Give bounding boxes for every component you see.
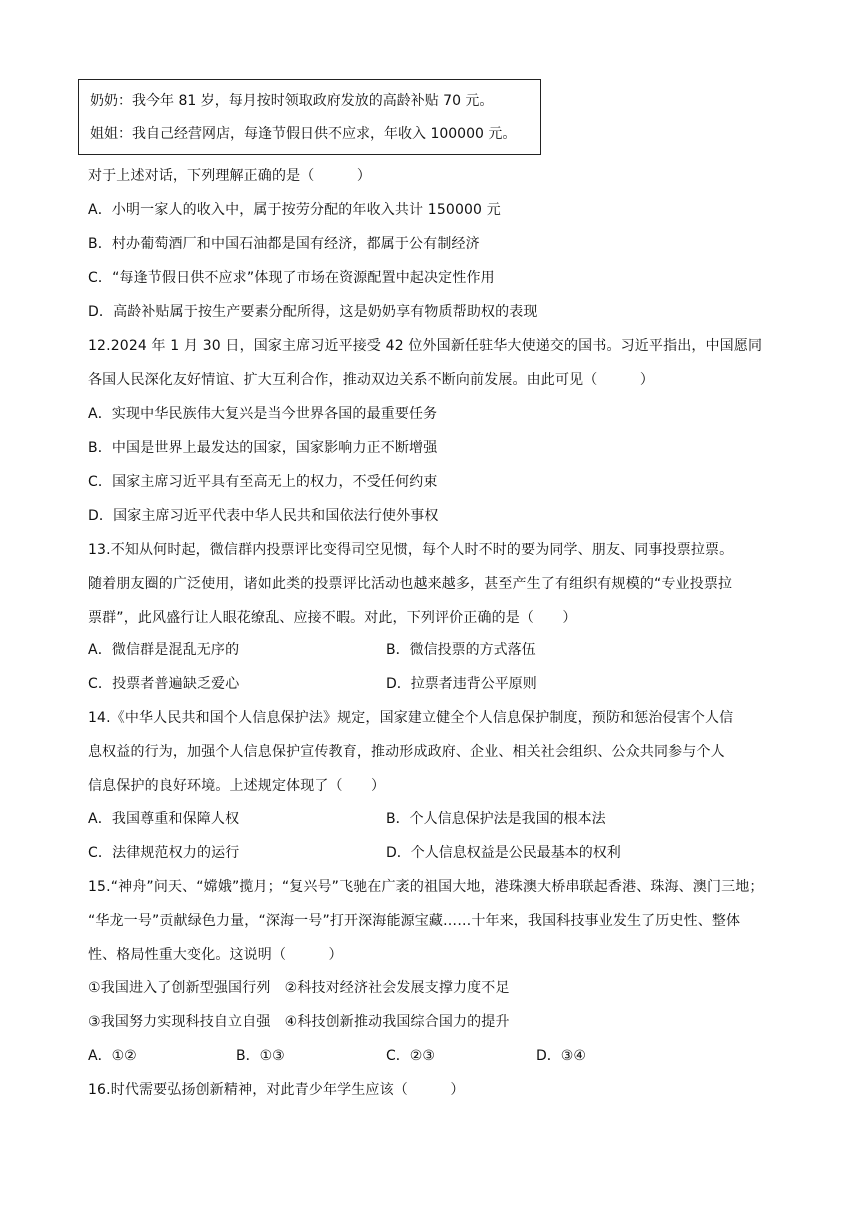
q15-statements-line: ③我国努力实现科技自立自强 ④科技创新推动我国综合国力的提升 xyxy=(88,1014,510,1030)
q13-option-a: A．微信群是混乱无序的 xyxy=(88,642,240,658)
q13-stem-line: 票群”，此风盛行让人眼花缭乱、应接不暇。对此，下列评价正确的是（ ） xyxy=(88,610,577,626)
q13-stem-line: 随着朋友圈的广泛使用，诸如此类的投票评比活动也越来越多，甚至产生了有组织有规模的“专业投票拉 xyxy=(88,576,733,592)
q12-option-d: D．国家主席习近平代表中华人民共和国依法行使外事权 xyxy=(88,508,439,524)
q11-option-b: B．村办葡萄酒厂和中国石油都是国有经济，都属于公有制经济 xyxy=(88,236,480,252)
q13-option-c: C．投票者普遍缺乏爱心 xyxy=(88,676,240,692)
q15-stem-line: “华龙一号”贡献绿色力量，“深海一号”打开深海能源宝藏……十年来，我国科技事业发生了历史性、整体 xyxy=(88,913,741,929)
q12-stem-line: 各国人民深化友好情谊、扩大互利合作，推动双边关系不断向前发展。由此可见（ ） xyxy=(88,372,654,388)
dialog-grandma: 奶奶：我今年 81 岁，每月按时领取政府发放的高龄补贴 70 元。 xyxy=(90,93,494,109)
q12-option-b: B．中国是世界上最发达的国家，国家影响力正不断增强 xyxy=(88,440,438,456)
q12-option-c: C．国家主席习近平具有至高无上的权力，不受任何约束 xyxy=(88,474,438,490)
q15-statements-line: ①我国进入了创新型强国行列 ②科技对经济社会发展支撑力度不足 xyxy=(88,980,510,996)
q11-option-c: C．“每逢节假日供不应求”体现了市场在资源配置中起决定性作用 xyxy=(88,270,495,286)
q14-option-c: C．法律规范权力的运行 xyxy=(88,845,240,861)
dialog-box xyxy=(78,79,541,155)
q16-stem: 16.时代需要弘扬创新精神，对此青少年学生应该（ ） xyxy=(88,1082,465,1098)
q15-option-c: C．②③ xyxy=(386,1048,435,1064)
q15-stem-line: 性、格局性重大变化。这说明（ ） xyxy=(88,947,343,963)
q12-stem-line: 12.2024 年 1 月 30 日，国家主席习近平接受 42 位外国新任驻华大使递交的国书。习近平指出，中国愿同 xyxy=(88,338,763,354)
q15-option-d: D．③④ xyxy=(536,1048,586,1064)
q11-option-d: D．高龄补贴属于按生产要素分配所得，这是奶奶享有物质帮助权的表现 xyxy=(88,304,538,320)
q11-option-a: A．小明一家人的收入中，属于按劳分配的年收入共计 150000 元 xyxy=(88,202,501,218)
q14-stem-line: 14.《中华人民共和国个人信息保护法》规定，国家建立健全个人信息保护制度，预防和惩治侵害个人信 xyxy=(88,710,734,726)
q13-option-b: B．微信投票的方式落伍 xyxy=(386,642,536,658)
q14-stem-line: 信息保护的良好环境。上述规定体现了（ ） xyxy=(88,778,386,794)
q14-stem-line: 息权益的行为，加强个人信息保护宣传教育，推动形成政府、企业、相关社会组织、公众共同参与个人 xyxy=(88,744,725,760)
q14-option-b: B．个人信息保护法是我国的根本法 xyxy=(386,811,606,827)
q15-stem-line: 15.“神舟”问天、“嫦娥”揽月；“复兴号”飞驰在广袤的祖国大地，港珠澳大桥串联起香港、珠海、澳门三地； xyxy=(88,879,764,895)
q14-option-d: D．个人信息权益是公民最基本的权利 xyxy=(386,845,621,861)
q14-option-a: A．我国尊重和保障人权 xyxy=(88,811,240,827)
dialog-sister: 姐姐：我自己经营网店，每逢节假日供不应求，年收入 100000 元。 xyxy=(90,126,517,142)
q13-stem-line: 13.不知从何时起，微信群内投票评比变得司空见惯，每个人时不时的要为同学、朋友、同事投票拉票。 xyxy=(88,542,734,558)
q13-option-d: D．拉票者违背公平原则 xyxy=(386,676,537,692)
q15-option-b: B．①③ xyxy=(236,1048,285,1064)
q15-option-a: A．①② xyxy=(88,1048,137,1064)
q11-stem: 对于上述对话，下列理解正确的是（ ） xyxy=(88,168,371,184)
q12-option-a: A．实现中华民族伟大复兴是当今世界各国的最重要任务 xyxy=(88,406,438,422)
